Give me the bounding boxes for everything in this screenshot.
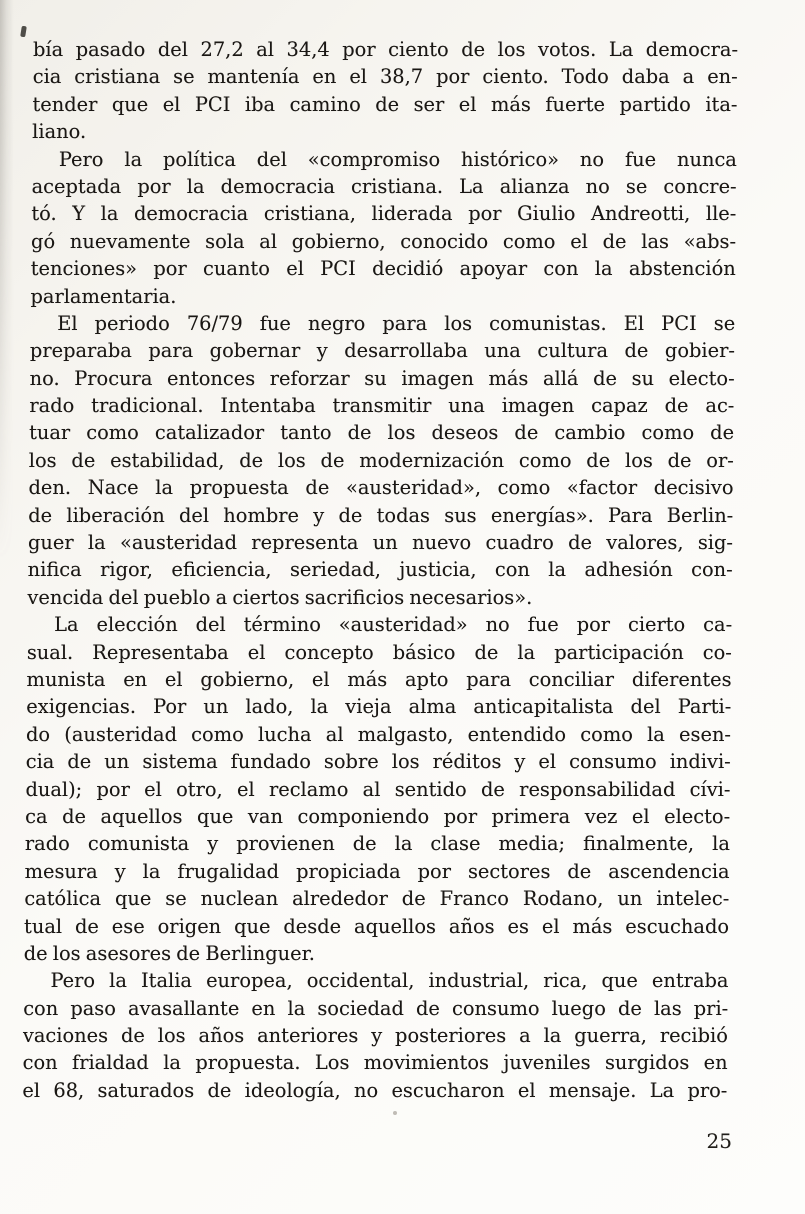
text-line: dual); por el otro, el reclamo al sentido de responsabilidad cívi-	[25, 777, 731, 801]
text-line: vencida del pueblo a ciertos sacrificios necesarios».	[27, 585, 533, 609]
text-line: rado comunista y provienen de la clase media; finalmente, la	[24, 832, 730, 856]
scan-edge-shadow	[0, 0, 16, 560]
text-line: de los asesores de Berlinguer.	[23, 941, 315, 965]
text-line: Pero la política del «compromiso histórico» no fue nunca	[58, 147, 737, 171]
text-line: tender que el PCI iba camino de ser el más fuerte partido ita-	[32, 92, 738, 116]
text-line: den. Nace la propuesta de «austeridad», como «factor decisivo	[28, 476, 734, 500]
text-line: parlamentaria.	[30, 284, 177, 308]
text-line: rado tradicional. Intentaba transmitir una imagen capaz de ac-	[29, 394, 735, 418]
text-line: con frialdad la propuesta. Los movimientos juveniles surgidos en	[22, 1051, 728, 1075]
text-line: ca de aquellos que van componiendo por primera vez el electo-	[25, 804, 731, 828]
page-number: 25	[706, 1129, 732, 1153]
text-line: bía pasado del 27,2 al 34,4 por ciento de los votos. La democra-	[33, 38, 738, 61]
text-line: Pero la Italia europea, occidental, industrial, rica, que entraba	[50, 969, 729, 993]
text-line: no. Procura entonces reforzar su imagen más allá de su electo-	[29, 366, 735, 390]
text-line: de liberación del hombre y de todas sus energías». Para Berlin-	[28, 503, 734, 527]
text-line: católica que se nuclean alrededor de Franco Rodano, un intelec-	[24, 887, 730, 911]
paragraph	[23, 611, 738, 967]
ink-speck	[393, 1111, 397, 1115]
text-line: guer la «austeridad representa un nuevo cuadro de valores, sig-	[27, 531, 733, 555]
text-line: tó. Y la democracia cristiana, liderada por Giulio Andreotti, lle-	[31, 202, 737, 226]
paragraph	[22, 967, 738, 1104]
text-line: los de estabilidad, de los de modernización como de los de or-	[28, 448, 734, 472]
text-line: munista en el gobierno, el más apto para conciliar diferentes	[26, 667, 732, 691]
paragraph	[30, 146, 738, 310]
paragraph	[33, 36, 738, 146]
text-line: tuar como catalizador tanto de los deseos de cambio como de	[29, 421, 735, 445]
text-line: preparaba para gobernar y desarrollaba una cultura de gobier-	[29, 339, 735, 363]
text-line: tenciones» por cuanto el PCI decidió apoyar con la abstención	[30, 257, 736, 281]
text-line: exigencias. Por un lado, la vieja alma anticapitalista del Parti-	[26, 695, 732, 719]
text-line: do (austeridad como lucha al malgasto, entendido como la esen-	[26, 722, 731, 746]
text-line: nifica rigor, eficiencia, seriedad, justicia, con la adhesión con-	[27, 558, 733, 582]
text-line: cia cristiana se mantenía en el 38,7 por ciento. Todo daba a en-	[32, 65, 738, 89]
text-line: liano.	[32, 120, 87, 144]
paragraph	[27, 310, 738, 611]
text-line: con paso avasallante en la sociedad de consumo luego de las pri-	[23, 996, 729, 1020]
text-line: aceptada por la democracia cristiana. La alianza no se concre-	[31, 174, 737, 198]
text-line: El periodo 76/79 fue negro para los comunistas. El PCI se	[57, 311, 736, 335]
page-text	[22, 36, 738, 1104]
text-line: tual de ese origen que desde aquellos años es el más escuchado	[24, 914, 730, 938]
text-line: gó nuevamente sola al gobierno, conocido como el de las «abs-	[31, 229, 737, 253]
text-line: La elección del término «austeridad» no fue por cierto ca-	[54, 613, 733, 637]
text-line: cia de un sistema fundado sobre los réditos y el consumo indivi-	[25, 750, 731, 774]
ink-speck	[20, 26, 27, 38]
text-line: vaciones de los años anteriores y posteriores a la guerra, recibió	[22, 1024, 728, 1048]
text-line: sual. Representaba el concepto básico de la participación co-	[26, 640, 732, 664]
text-line: mesura y la frugalidad propiciada por sectores de ascendencia	[24, 859, 730, 883]
text-line: el 68, saturados de ideología, no escucharon el mensaje. La pro-	[22, 1078, 728, 1102]
